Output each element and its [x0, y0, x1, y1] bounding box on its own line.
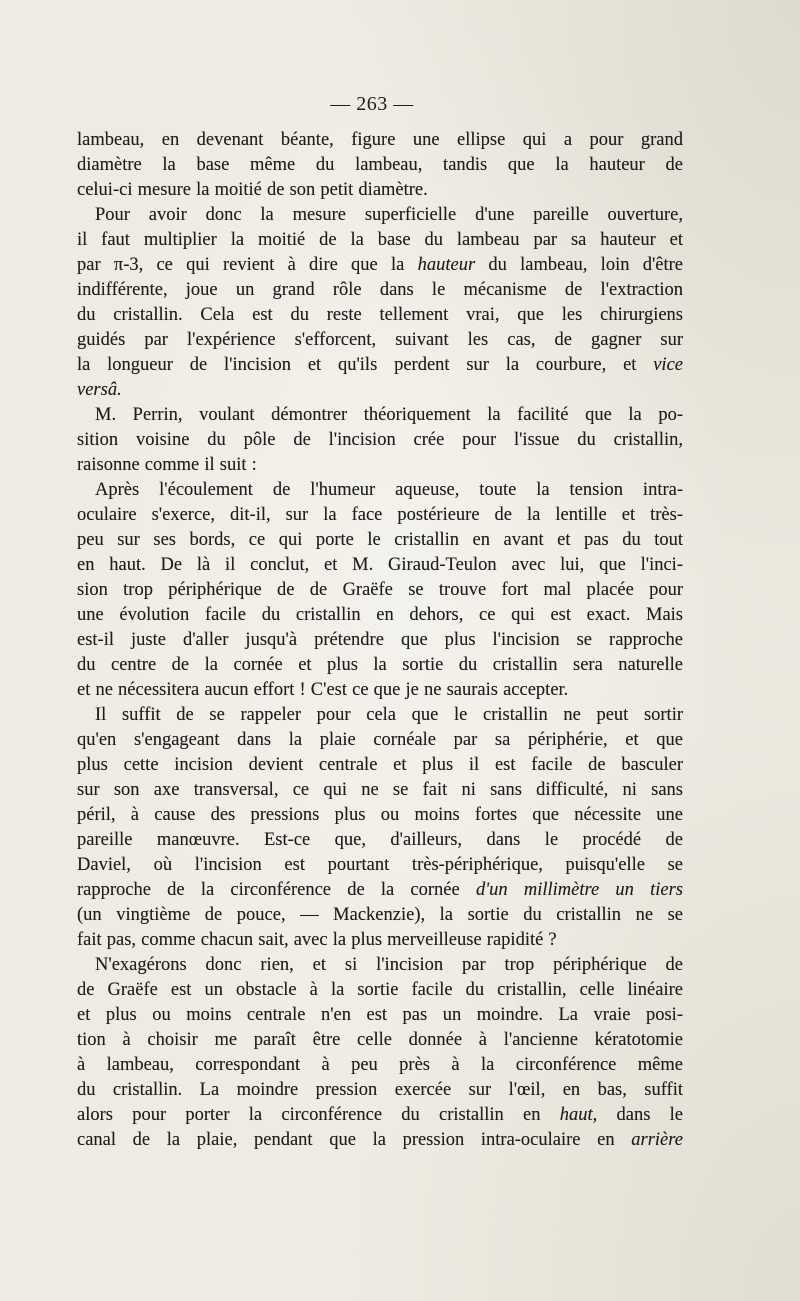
text-line: du centre de la cornée et plus la sortie du cristallin sera naturelle — [77, 655, 683, 675]
text-line: lambeau, en devenant béante, figure une ellipse qui a pour grand — [77, 130, 683, 150]
text-line: diamètre la base même du lambeau, tandis que la hauteur de — [77, 155, 683, 175]
text-line: à lambeau, correspondant à peu près à la circonférence même — [77, 1055, 683, 1075]
text-line: (un vingtième de pouce, — Mackenzie), la sortie du cristallin ne se — [77, 905, 683, 925]
paragraph — [77, 478, 683, 703]
text-line: sion trop périphérique de de Graëfe se trouve fort mal placée pour — [77, 580, 683, 600]
paragraph — [77, 953, 683, 1153]
italic-text: haut — [559, 1105, 593, 1125]
italic-text: versâ. — [77, 380, 122, 400]
text-line: sition voisine du pôle de l'incision crée pour l'issue du cristallin, — [77, 430, 683, 450]
text-line: du cristallin. Cela est du reste tellement vrai, que les chirurgiens — [77, 305, 683, 325]
text-line: il faut multiplier la moitié de la base du lambeau par sa hauteur et — [77, 230, 683, 250]
text-line: qu'en s'engageant dans la plaie cornéale par sa périphérie, et que — [77, 730, 683, 750]
paragraph — [77, 403, 683, 478]
italic-text: vice — [653, 355, 683, 375]
text-line: raisonne comme il suit : — [77, 455, 257, 475]
text-line: est-il juste d'aller jusqu'à prétendre que plus l'incision se rapproche — [77, 630, 683, 650]
text-line: par π-3, ce qui revient à dire que la hauteur du lambeau, loin d'être — [77, 255, 683, 275]
italic-text: hauteur — [417, 255, 476, 275]
text-line: alors pour porter la circonférence du cristallin en haut, dans le — [77, 1105, 683, 1125]
text-line: Daviel, où l'incision est pourtant très-périphérique, puisqu'elle se — [77, 855, 683, 875]
paragraph — [77, 203, 683, 403]
text-line: en haut. De là il conclut, et M. Giraud-Teulon avec lui, que l'inci- — [77, 555, 683, 575]
italic-text: d'un millimètre un tiers — [475, 880, 683, 900]
text-line: du cristallin. La moindre pression exercée sur l'œil, en bas, suffit — [77, 1080, 683, 1100]
text-line: et ne nécessitera aucun effort ! C'est ce que je ne saurais accepter. — [77, 680, 569, 700]
text-line: celui-ci mesure la moitié de son petit diamètre. — [77, 180, 428, 200]
text-line: fait pas, comme chacun sait, avec la plus merveilleuse rapidité ? — [77, 930, 557, 950]
page-body — [77, 128, 683, 1153]
text-line: et plus ou moins centrale n'en est pas un moindre. La vraie posi- — [77, 1005, 683, 1025]
text-line: Pour avoir donc la mesure superficielle d'une pareille ouverture, — [95, 205, 683, 225]
text-line: Après l'écoulement de l'humeur aqueuse, toute la tension intra- — [95, 480, 683, 500]
text-line: Il suffit de se rappeler pour cela que le cristallin ne peut sortir — [95, 705, 683, 725]
text-line: pareille manœuvre. Est-ce que, d'ailleurs, dans le procédé de — [77, 830, 683, 850]
page-number: — 263 — — [330, 93, 414, 115]
text-line: tion à choisir me paraît être celle donnée à l'ancienne kératotomie — [77, 1030, 683, 1050]
text-line: rapproche de la circonférence de la cornée d'un millimètre un tiers — [77, 880, 683, 900]
text-line: la longueur de l'incision et qu'ils perdent sur la courbure, et vice — [77, 355, 683, 375]
italic-text: arrière — [631, 1130, 683, 1150]
text-line: peu sur ses bords, ce qui porte le cristallin en avant et pas du tout — [77, 530, 683, 550]
text-line: guidés par l'expérience s'efforcent, suivant les cas, de gagner sur — [77, 330, 683, 350]
text-line: indifférente, joue un grand rôle dans le mécanisme de l'extraction — [77, 280, 683, 300]
text-line: oculaire s'exerce, dit-il, sur la face postérieure de la lentille et très- — [77, 505, 683, 525]
text-line: canal de la plaie, pendant que la pression intra-oculaire en arrière — [77, 1130, 683, 1150]
text-line: plus cette incision devient centrale et plus il est facile de basculer — [77, 755, 683, 775]
text-line: N'exagérons donc rien, et si l'incision par trop périphérique de — [95, 955, 683, 975]
text-line: une évolution facile du cristallin en dehors, ce qui est exact. Mais — [77, 605, 683, 625]
paragraph — [77, 128, 683, 203]
text-line: de Graëfe est un obstacle à la sortie facile du cristallin, celle linéaire — [77, 980, 683, 1000]
text-line — [77, 378, 683, 403]
text-line: M. Perrin, voulant démontrer théoriquement la facilité que la po- — [95, 405, 683, 425]
text-line: sur son axe transversal, ce qui ne se fait ni sans difficulté, ni sans — [77, 780, 683, 800]
text-line: péril, à cause des pressions plus ou moins fortes que nécessite une — [77, 805, 683, 825]
paragraph — [77, 703, 683, 953]
